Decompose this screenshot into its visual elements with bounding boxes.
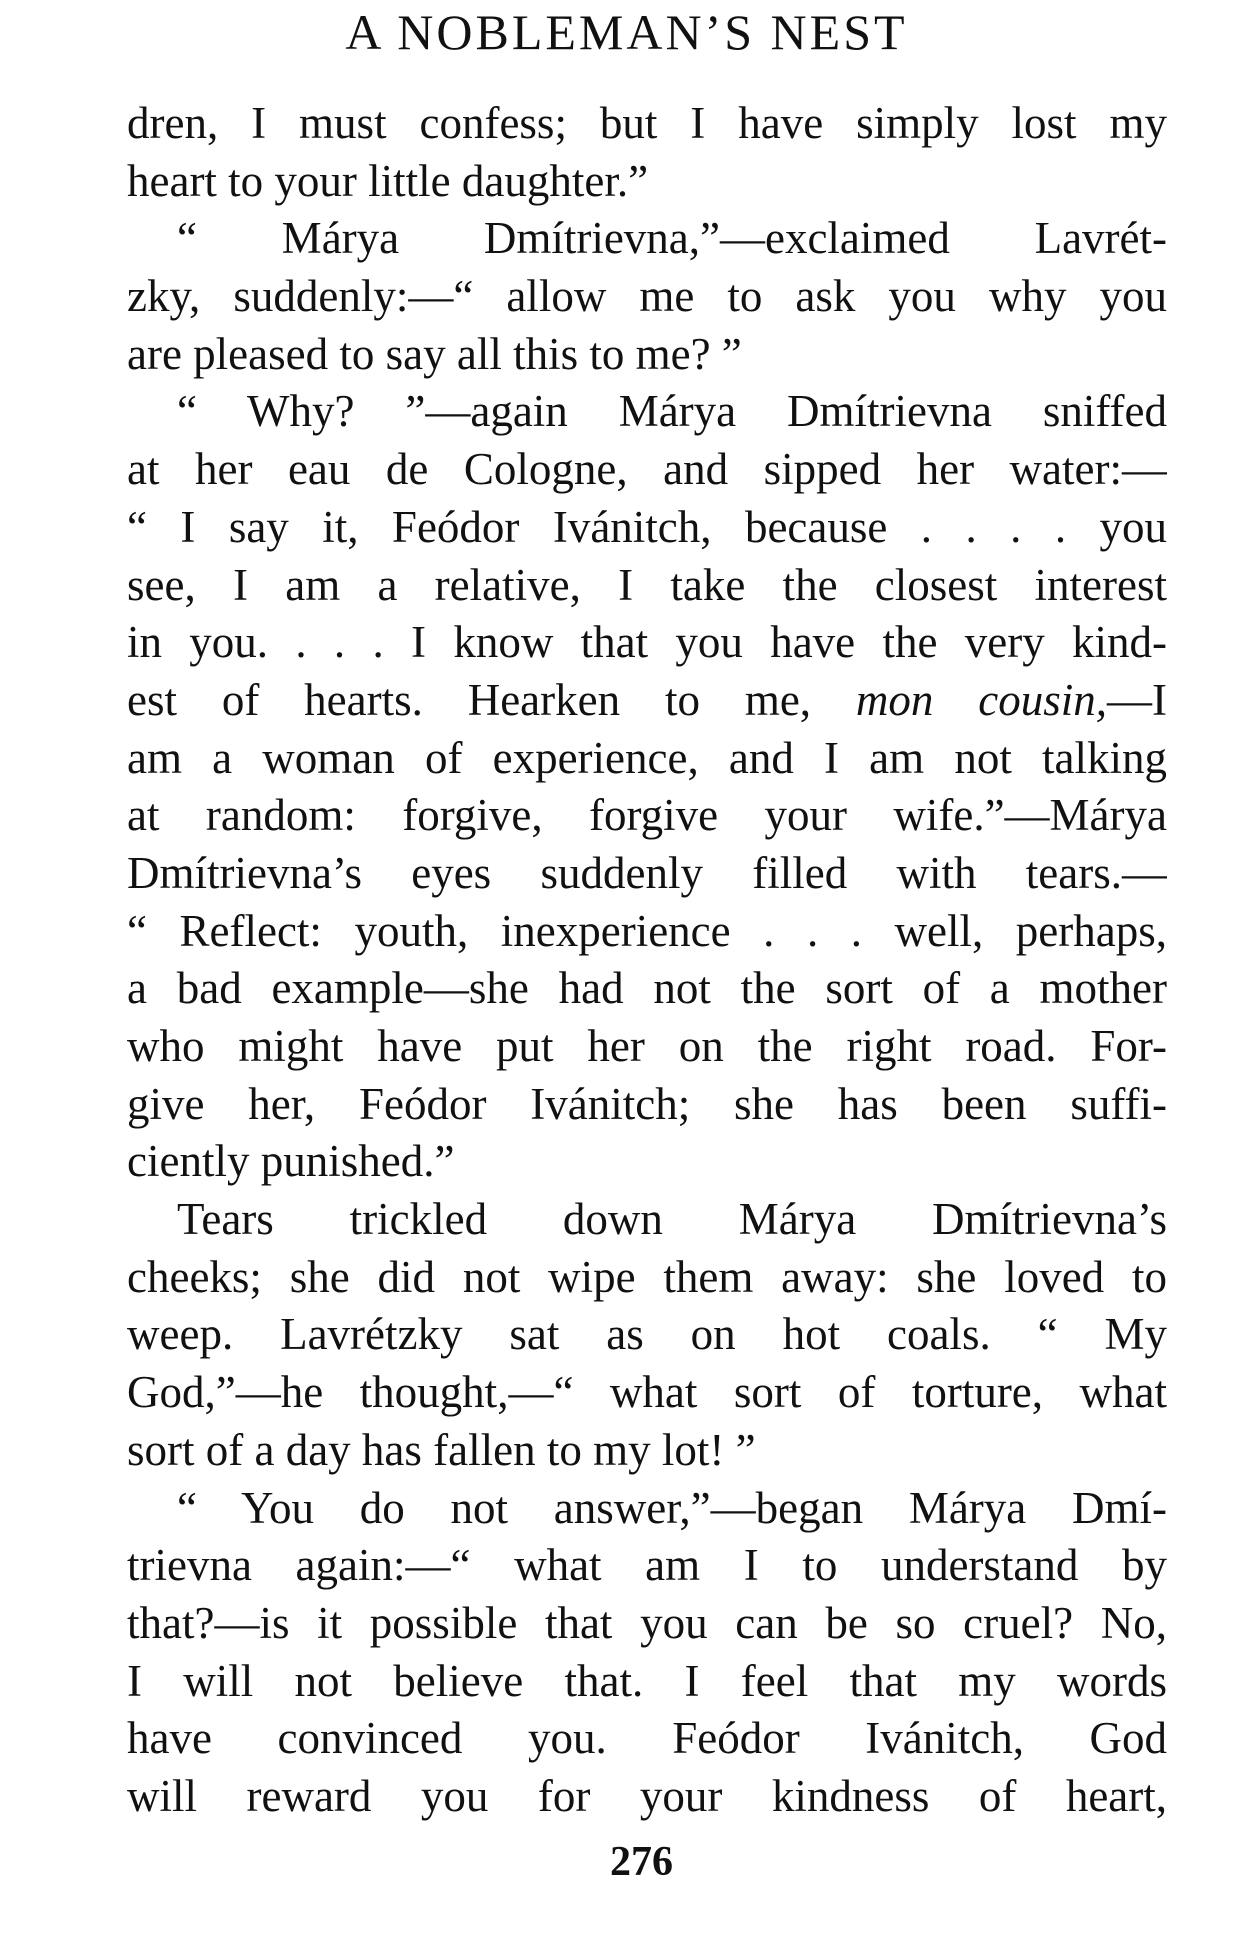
page-number: 276 (610, 1839, 673, 1885)
text-line: at random: forgive, forgive your wife.”—Márya (127, 790, 1167, 841)
paragraph (127, 1480, 1167, 1826)
text-line: ciently punished.” (127, 1136, 455, 1187)
text-line: in you. . . . I know that you have the very kind- (127, 617, 1167, 668)
paragraph (127, 210, 1167, 383)
text-line: Dmítrievna’s eyes suddenly filled with tears.— (127, 847, 1167, 898)
text-line: give her, Feódor Ivánitch; she has been suffi- (127, 1078, 1167, 1129)
text-line: see, I am a relative, I take the closest interest (127, 559, 1167, 610)
text-line: cheeks; she did not wipe them away: she loved to (127, 1251, 1167, 1302)
text-line: trievna again:—“ what am I to understand by (127, 1540, 1167, 1591)
text-line: are pleased to say all this to me? ” (127, 328, 742, 379)
body-text (127, 95, 1167, 1826)
text-line: that?—is it possible that you can be so cruel? No, (127, 1597, 1167, 1648)
text-line: I will not believe that. I feel that my words (127, 1655, 1167, 1706)
text-line: “ You do not answer,”—began Márya Dmí- (177, 1482, 1167, 1533)
text-line: a bad example—she had not the sort of a mother (127, 963, 1167, 1014)
text-line: “ I say it, Feódor Ivánitch, because . . . . you (127, 501, 1167, 552)
text-line: heart to your little daughter.” (127, 155, 649, 206)
text-line: at her eau de Cologne, and sipped her water:— (127, 444, 1167, 495)
text-line: God,”—he thought,—“ what sort of torture, what (127, 1367, 1167, 1418)
paragraph (127, 383, 1167, 1191)
running-head: A NOBLEMAN’S NEST (345, 4, 908, 60)
text-line: weep. Lavrétzky sat as on hot coals. “ My (127, 1309, 1167, 1360)
paragraph (127, 1191, 1167, 1479)
paragraph (127, 95, 1167, 210)
text-line: sort of a day has fallen to my lot! ” (127, 1424, 756, 1475)
text-line: will reward you for your kindness of heart, (127, 1770, 1167, 1821)
text-line: zky, suddenly:—“ allow me to ask you why you (127, 271, 1167, 322)
text-line: “ Reflect: youth, inexperience . . . well, perhaps, (127, 905, 1167, 956)
text-line: est of hearts. Hearken to me, mon cousin,—I (127, 674, 1167, 725)
text-line: who might have put her on the right road. For- (127, 1021, 1167, 1071)
text-line: have convinced you. Feódor Ivánitch, God (127, 1713, 1167, 1764)
text-line: “ Márya Dmítrievna,”—exclaimed Lavrét- (177, 213, 1167, 264)
text-line: “ Why? ”—again Márya Dmítrievna sniffed (177, 386, 1167, 437)
text-line: dren, I must confess; but I have simply lost my (127, 98, 1167, 148)
text-line: am a woman of experience, and I am not talking (127, 732, 1167, 783)
text-line: Tears trickled down Márya Dmítrievna’s (177, 1194, 1167, 1245)
